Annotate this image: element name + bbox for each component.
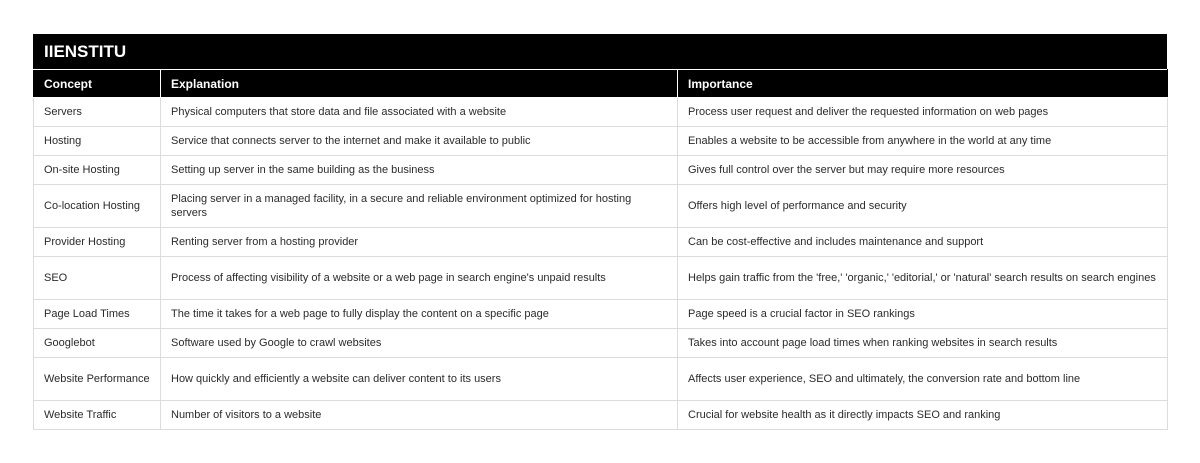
column-header-importance: Importance <box>678 70 1168 98</box>
cell-concept: On-site Hosting <box>34 156 161 185</box>
cell-concept: Co-location Hosting <box>34 185 161 228</box>
cell-importance: Page speed is a crucial factor in SEO rankings <box>678 300 1168 329</box>
cell-importance: Crucial for website health as it directly impacts SEO and ranking <box>678 401 1168 430</box>
cell-concept: Website Performance <box>34 358 161 401</box>
cell-concept: Servers <box>34 98 161 127</box>
concept-table <box>33 69 1168 430</box>
cell-importance: Takes into account page load times when ranking websites in search results <box>678 329 1168 358</box>
cell-importance: Process user request and deliver the requested information on web pages <box>678 98 1168 127</box>
cell-explanation: Software used by Google to crawl websites <box>161 329 678 358</box>
cell-explanation: Service that connects server to the internet and make it available to public <box>161 127 678 156</box>
table-row <box>34 185 1168 228</box>
table-row <box>34 228 1168 257</box>
cell-concept: Hosting <box>34 127 161 156</box>
cell-concept: Page Load Times <box>34 300 161 329</box>
table-row <box>34 358 1168 401</box>
table-row <box>34 156 1168 185</box>
cell-concept: SEO <box>34 257 161 300</box>
cell-importance: Enables a website to be accessible from anywhere in the world at any time <box>678 127 1168 156</box>
table-row <box>34 257 1168 300</box>
cell-concept: Provider Hosting <box>34 228 161 257</box>
table-header-row <box>34 70 1168 98</box>
brand-header: IIENSTITU <box>33 34 1167 69</box>
cell-explanation: Setting up server in the same building as the business <box>161 156 678 185</box>
cell-importance: Offers high level of performance and security <box>678 185 1168 228</box>
cell-explanation: The time it takes for a web page to fully display the content on a specific page <box>161 300 678 329</box>
table-row <box>34 401 1168 430</box>
cell-explanation: Renting server from a hosting provider <box>161 228 678 257</box>
cell-concept: Website Traffic <box>34 401 161 430</box>
cell-explanation: How quickly and efficiently a website can deliver content to its users <box>161 358 678 401</box>
table-row <box>34 300 1168 329</box>
cell-importance: Can be cost-effective and includes maintenance and support <box>678 228 1168 257</box>
cell-importance: Gives full control over the server but may require more resources <box>678 156 1168 185</box>
cell-explanation: Number of visitors to a website <box>161 401 678 430</box>
cell-explanation: Physical computers that store data and file associated with a website <box>161 98 678 127</box>
cell-concept: Googlebot <box>34 329 161 358</box>
column-header-explanation: Explanation <box>161 70 678 98</box>
table-row <box>34 98 1168 127</box>
cell-explanation: Process of affecting visibility of a website or a web page in search engine's unpaid results <box>161 257 678 300</box>
cell-explanation: Placing server in a managed facility, in a secure and reliable environment optimized for hosting servers <box>161 185 678 228</box>
cell-importance: Helps gain traffic from the 'free,' 'organic,' 'editorial,' or 'natural' search results on search engines <box>678 257 1168 300</box>
column-header-concept: Concept <box>34 70 161 98</box>
cell-importance: Affects user experience, SEO and ultimately, the conversion rate and bottom line <box>678 358 1168 401</box>
concept-table-container <box>33 34 1167 430</box>
table-row <box>34 127 1168 156</box>
table-row <box>34 329 1168 358</box>
